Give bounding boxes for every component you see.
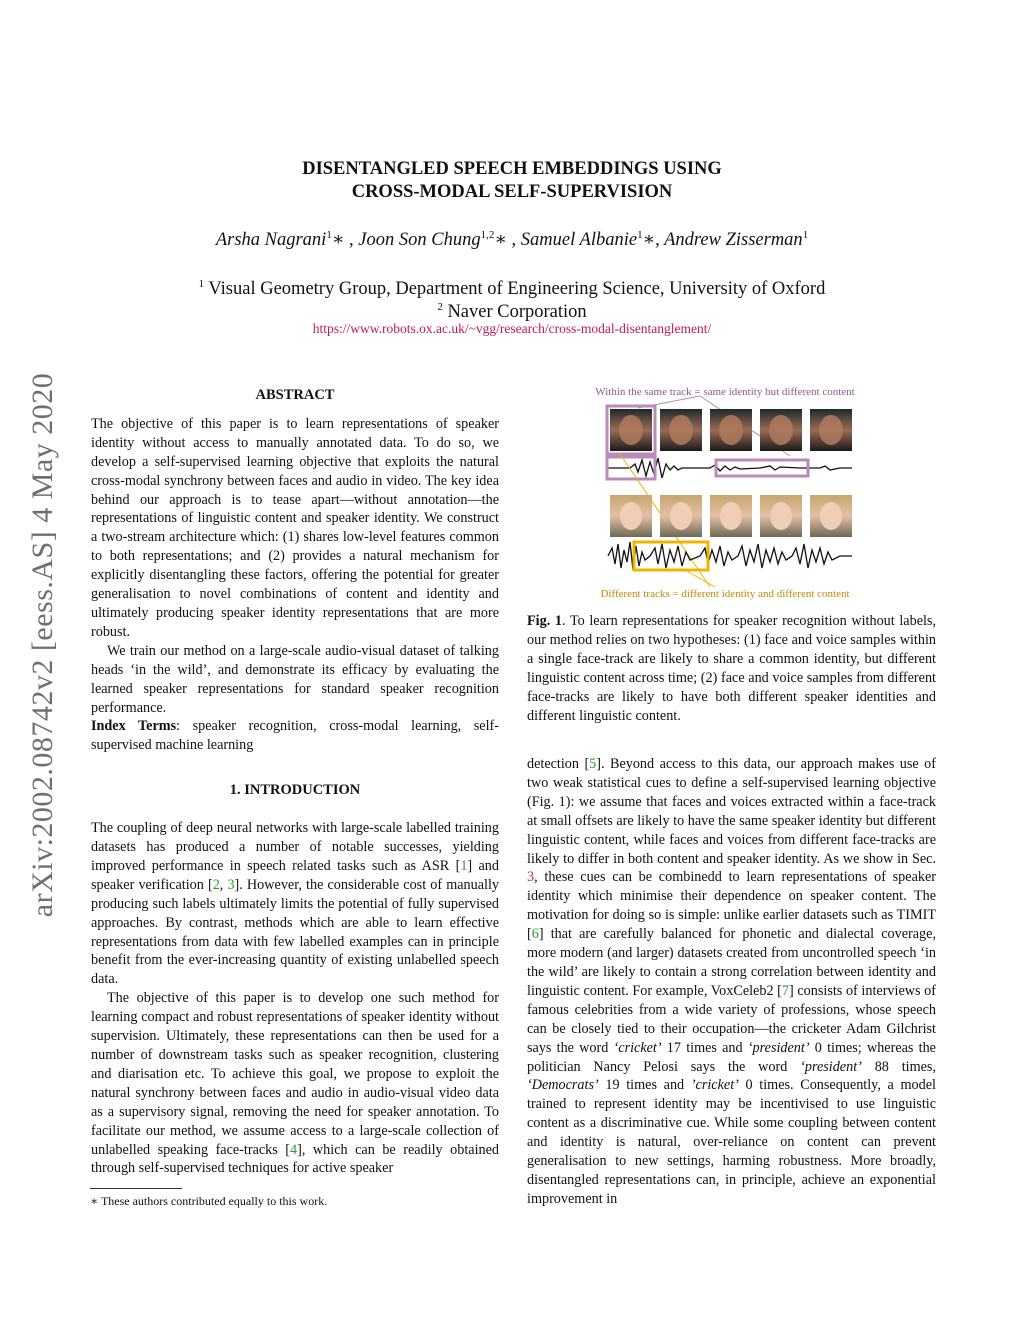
face-shape bbox=[720, 502, 742, 530]
text-span: 0 times; whereas the politician Nancy Pelosi says the word bbox=[527, 1039, 936, 1075]
author-affiliation-mark: 1 bbox=[802, 229, 809, 241]
face-shape bbox=[620, 502, 642, 530]
text-span: , bbox=[219, 876, 228, 893]
affiliation-mark: 2 bbox=[437, 301, 443, 313]
face-shape bbox=[719, 415, 743, 445]
text-span: The coupling of deep neural networks with large-scale labelled training datasets has produced a number of notable successes, yielding improved performance in speech related tasks such as ASR [ bbox=[91, 820, 499, 874]
left-column bbox=[91, 386, 499, 1178]
face-shape bbox=[770, 502, 792, 530]
citation-link[interactable]: 4 bbox=[290, 1141, 298, 1158]
figure-bottom-label: Different tracks = different identity and different content bbox=[600, 588, 850, 600]
arxiv-identifier: arXiv:2002.08742v2 [eess.AS] 4 May 2020 bbox=[26, 372, 59, 918]
text-span: ], which can be readily obtained through self-supervised techniques for active speaker bbox=[91, 1141, 499, 1177]
figure-graphic bbox=[560, 384, 890, 606]
face-shape bbox=[669, 415, 693, 445]
emphasis-word: ‘president’ bbox=[747, 1039, 810, 1056]
author-list bbox=[0, 229, 1024, 251]
figure-caption-text: . To learn representations for speaker recognition without labels, our method relies on two hypotheses: (1) face and voice samples within a single face-track are likely to share a common identity, but different linguistic content across time; (2) face and voice samples from different face-tracks are likely to have both different speaker identities and different linguistic content. bbox=[527, 613, 937, 724]
face-shape bbox=[769, 415, 793, 445]
author-affiliation-mark: 1 bbox=[637, 229, 643, 241]
figure-top-label: Within the same track = same identity but different content bbox=[595, 386, 855, 398]
author-separator: ∗ , bbox=[331, 230, 359, 251]
citation-link[interactable]: 7 bbox=[781, 982, 790, 999]
highlight-box-yellow bbox=[634, 542, 708, 570]
text-span: , these cues can be combinedd to learn representations of speaker identity which minimise their dependence on speaker content. The motivation for doing so is simple: unlike earlier datasets such as TIMIT [ bbox=[527, 869, 936, 943]
intro-paragraph-3 bbox=[527, 755, 936, 1209]
abstract-heading: ABSTRACT bbox=[255, 387, 335, 403]
text-span: ]. However, the considerable cost of manually producing such labels ultimately limits the potential of fully supervised approaches. By contrast, methods which are able to learn effective representations from data with few labelled examples can in principle benefit from the ever-increasing quantity of existing unlabelled speech data. bbox=[91, 876, 499, 988]
figure-1 bbox=[560, 384, 890, 606]
citation-link[interactable]: 1 bbox=[460, 857, 468, 874]
citation-link[interactable]: 6 bbox=[531, 926, 539, 943]
project-url-link[interactable]: https://www.robots.ox.ac.uk/~vgg/research/cross-modal-disentanglement/ bbox=[312, 321, 712, 336]
author-name: Andrew Zisserman bbox=[664, 230, 803, 251]
intro-paragraph-1 bbox=[91, 819, 499, 989]
author-affiliation-mark: 1,2 bbox=[480, 229, 495, 241]
paper-title-line-1: DISENTANGLED SPEECH EMBEDDINGS USING bbox=[302, 159, 722, 179]
intro-heading: 1. INTRODUCTION bbox=[229, 782, 361, 799]
emphasis-word: ‘cricket’ bbox=[613, 1039, 662, 1056]
face-shape bbox=[619, 415, 643, 445]
right-column bbox=[527, 755, 936, 1209]
paper-title-line-2: CROSS-MODAL SELF-SUPERVISION bbox=[351, 182, 673, 202]
text-span: ] and speaker verification [ bbox=[91, 857, 499, 893]
author-separator: ∗ , bbox=[494, 230, 521, 251]
intro-paragraph-2 bbox=[91, 989, 499, 1178]
text-span: 88 times, bbox=[861, 1058, 936, 1075]
index-terms-text: : speaker recognition, cross-modal learning, self-supervised machine learning bbox=[91, 718, 499, 754]
emphasis-word: ‘Democrats’ bbox=[527, 1077, 599, 1094]
figure-caption-label: Fig. 1 bbox=[527, 613, 562, 629]
top-face-track bbox=[607, 406, 852, 454]
text-span: ] that are carefully balanced for phonetic and dialectal coverage, more modern (and larger) datasets created from uncontrolled speech ‘in the wild’ are likely to contain a strong correlation between identity and linguistic content. For example, VoxCeleb2 [ bbox=[527, 926, 936, 999]
author-name: Samuel Albanie bbox=[520, 230, 638, 251]
abstract-paragraph-1: The objective of this paper is to learn representations of speaker identity without access to manually annotated data. To do so, we develop a self-supervised learning objective that exploits the natural cross-modal synchrony between faces and audio in video. The key idea behind our approach is to tease apart—without annotation—the representations of linguistic content and speaker identity. We construct a two-stream architecture which: (1) shares low-level features common to both representations; and (2) provides a natural mechanism for explicitly disentangling these factors, offering the potential for greater generalisation to novel combinations of content and identity and ultimately producing speaker identity representations that are more robust. bbox=[91, 415, 499, 640]
emphasis-word: ‘president’ bbox=[800, 1058, 862, 1075]
citation-link[interactable]: 2 bbox=[212, 876, 220, 893]
text-span: detection [ bbox=[527, 756, 590, 772]
author-affiliation-mark: 1 bbox=[326, 229, 332, 241]
text-span: 0 times. Consequently, a model trained to represent identity may be incentivised to use linguistic content as a discriminative cue. While some coupling between content and identity is natural, over-reliance on content can prevent generalisation to new settings, harming robustness. More broadly, disentangled representations can, in principle, achieve an exponential improvement in bbox=[527, 1077, 936, 1207]
face-shape bbox=[820, 502, 842, 530]
arxiv-sidebar bbox=[18, 340, 68, 950]
figure-caption bbox=[527, 612, 936, 725]
text-span: 19 times and bbox=[598, 1077, 691, 1094]
author-name: Joon Son Chung bbox=[358, 230, 481, 251]
author-name: Arsha Nagrani bbox=[215, 230, 327, 251]
bottom-face-track bbox=[610, 495, 852, 537]
text-span: ] consists of interviews of famous celebrities from a wide variety of professions, whose speech can be closely tied to their occupation—the cricketer Adam Gilchrist says the word bbox=[527, 982, 936, 1056]
affiliation-mark: 1 bbox=[198, 278, 205, 290]
face-shape bbox=[670, 502, 692, 530]
author-separator: ∗, bbox=[642, 230, 665, 251]
abstract-paragraph-2: We train our method on a large-scale audio-visual dataset of talking heads ‘in the wild’, and demonstrate its efficacy by evaluating the learned speaker representations for standard speaker recognition performance. bbox=[91, 642, 499, 716]
text-span: 17 times and bbox=[661, 1039, 748, 1056]
citation-link[interactable]: 5 bbox=[589, 756, 597, 772]
index-terms-label: Index Terms bbox=[91, 718, 177, 735]
footnote-rule bbox=[90, 1188, 182, 1189]
affiliation-text: Naver Corporation bbox=[447, 302, 587, 323]
affiliation-2 bbox=[0, 296, 1024, 323]
face-shape bbox=[819, 415, 843, 445]
text-span: ]. Beyond access to this data, our approach makes use of two weak statistical cues to define a self-supervised learning objective (Fig. 1): we assume that faces and voices extracted within a face-track at small offsets are likely to have the same speaker identity but different linguistic content, while faces and voices from different face-tracks are likely to differ in both content and speaker identity. As we show in Sec. bbox=[527, 756, 936, 867]
bottom-waveform bbox=[608, 542, 852, 570]
citation-link[interactable]: 3 bbox=[227, 876, 235, 893]
text-span: The objective of this paper is to develop one such method for learning compact and robust representations of speaker identity without supervision. Ultimately, these representations can then be used for a number of downstream tasks such as speaker recognition, clustering and diarisation etc. To achieve this goal, we propose to exploit the natural synchrony between faces and audio in audio-visual video data as a supervisory signal, removing the need for speaker annotation. To facilitate our method, we assume access to a large-scale collection of unlabelled speaking face-tracks [ bbox=[91, 990, 499, 1158]
emphasis-word: ’cricket’ bbox=[690, 1077, 739, 1094]
affiliation-text: Visual Geometry Group, Department of Engineering Science, University of Oxford bbox=[208, 279, 826, 300]
section-reference-link[interactable]: 3 bbox=[527, 869, 535, 886]
index-terms bbox=[91, 717, 499, 755]
footnote: ∗ These authors contributed equally to this work. bbox=[90, 1194, 328, 1208]
